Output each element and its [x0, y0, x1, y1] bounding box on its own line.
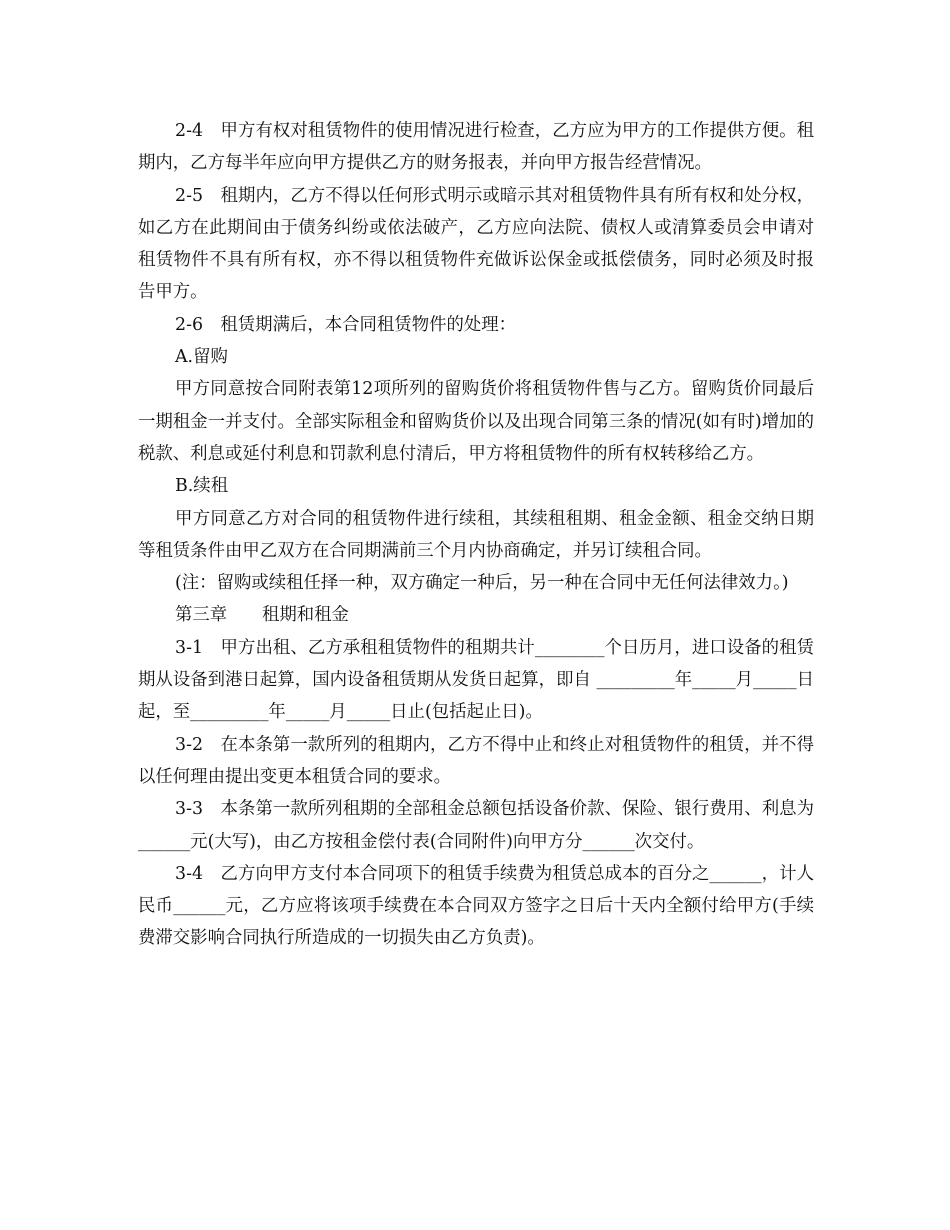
option-b-text: 甲方同意乙方对合同的租赁物件进行续租，其续租租期、租金金额、租金交纳日期等租赁条件由甲乙双方在合同期满前三个月内协商确定，并另订续租合同。: [138, 508, 814, 561]
clause-3-3: 3-3 本条第一款所列租期的全部租金总额包括设备价款、保险、银行费用、利息为______元(大写)，由乙方按租金偿付表(合同附件)向甲方分______次交付。: [138, 799, 814, 852]
chapter-3-heading: 第三章 租期和租金: [175, 605, 349, 626]
option-a-heading: A.留购: [175, 347, 228, 368]
document-body: [138, 115, 814, 955]
clause-2-5: 2-5 租期内，乙方不得以任何形式明示或暗示其对租赁物件具有所有权和处分权，如乙方在此期间由于债务纠纷或依法破产，乙方应向法院、债权人或清算委员会申请对租赁物件不具有所有权，亦不得以租赁物件充做诉讼保金或抵偿债务，同时必须及时报告甲方。: [138, 185, 814, 303]
clause-2-6: 2-6 租赁期满后，本合同租赁物件的处理：: [175, 314, 517, 335]
clause-3-2: 3-2 在本条第一款所列的租期内，乙方不得中止和终止对租赁物件的租赁，并不得以任何理由提出变更本租赁合同的要求。: [138, 734, 814, 787]
clause-3-1: 3-1 甲方出租、乙方承租租赁物件的租期共计________个日历月，进口设备的租赁期从设备到港日起算，国内设备租赁期从发货日起算，即自 _________年_____月_____日起，至_________年_____月_____日止(包括起止日)。: [138, 637, 814, 723]
note-paragraph: (注：留购或续租任择一种，双方确定一种后，另一种在合同中无任何法律效力。): [175, 573, 789, 594]
option-b-heading: B.续租: [175, 476, 229, 497]
clause-3-4: 3-4 乙方向甲方支付本合同项下的租赁手续费为租赁总成本的百分之______，计人民币______元，乙方应将该项手续费在本合同双方签字之日后十天内全额付给甲方(手续费滞交影响合同执行所造成的一切损失由乙方负责)。: [138, 863, 814, 949]
clause-2-4: 2-4 甲方有权对租赁物件的使用情况进行检查，乙方应为甲方的工作提供方便。租期内，乙方每半年应向甲方提供乙方的财务报表，并向甲方报告经营情况。: [138, 121, 814, 174]
option-a-text: 甲方同意按合同附表第12项所列的留购货价将租赁物件售与乙方。留购货价同最后一期租金一并支付。全部实际租金和留购货价以及出现合同第三条的情况(如有时)增加的税款、利息或延付利息和罚款利息付清后，甲方将租赁物件的所有权转移给乙方。: [138, 379, 814, 464]
